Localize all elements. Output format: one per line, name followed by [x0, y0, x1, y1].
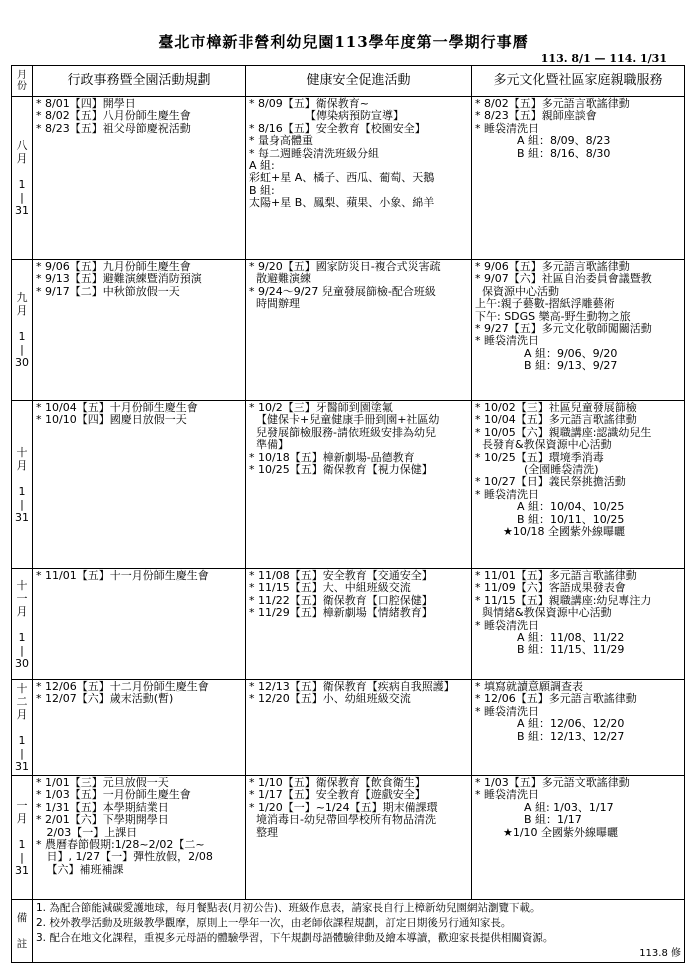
- event-line: * 12/06【五】十二月份師生慶生會: [36, 680, 209, 693]
- event-line: * 12/07【六】歲末活動(暫): [36, 692, 174, 706]
- culture-cell: [472, 401, 685, 569]
- event-line: 下午: SDGS 樂高-野生動物之旅: [475, 309, 631, 323]
- event-line: (全園睡袋清洗): [475, 463, 599, 477]
- event-line: 日】, 1/27【一】彈性放假，2/08: [36, 850, 213, 864]
- event-line: A 組：11/08、11/22: [475, 631, 625, 645]
- event-line: * 1/31【五】本學期結業日: [36, 800, 169, 814]
- event-line: ★10/18 全國紫外線曝曬: [475, 525, 626, 539]
- admin-cell: [33, 401, 246, 569]
- event-line: * 每二週睡袋清洗班級分組: [249, 146, 379, 160]
- event-line: * 填寫就讀意願調查表: [475, 680, 583, 693]
- event-line: 彩虹+星 A、橘子、西瓜、葡萄、天鵝: [249, 171, 435, 185]
- event-line: * 9/20【五】國家防災日-複合式災害疏: [249, 260, 441, 273]
- event-line: * 1/10【五】衛保教育【飲食衛生】: [249, 776, 426, 789]
- calendar-table: [11, 65, 685, 963]
- event-line: A 組:: [249, 159, 275, 173]
- notes-row: [12, 900, 685, 963]
- event-line: * 10/25【五】衛保教育【視力保健】: [249, 463, 433, 477]
- event-line: * 8/23【五】親師座談會: [475, 109, 597, 123]
- event-line: 【健保卡+兒童健康手冊到園+社區幼: [249, 413, 440, 427]
- event-line: A 組：8/09、8/23: [475, 134, 611, 148]
- page-title: 臺北市樟新非營利幼兒園113學年度第一學期行事曆: [158, 33, 529, 51]
- event-line: * 11/01【五】十一月份師生慶生會: [36, 569, 209, 582]
- month-row: [12, 97, 685, 260]
- event-line: * 10/04【五】多元語言歌謠律動: [475, 413, 637, 427]
- event-line: 整理: [249, 825, 278, 839]
- event-line: * 12/20【五】小、幼組班級交流: [249, 692, 411, 706]
- month-label: 九 月 1 | 30: [12, 260, 33, 401]
- event-line: 時間辦理: [249, 297, 300, 311]
- event-line: * 1/03【五】多元語文歌謠律動: [475, 776, 630, 789]
- event-line: * 10/27【日】義民祭挑擔活動: [475, 475, 626, 489]
- culture-cell: [472, 97, 685, 260]
- event-line: * 10/18【五】樟新劇場-品德教育: [249, 450, 415, 464]
- event-line: * 11/01【五】多元語言歌謠律動: [475, 569, 637, 582]
- event-line: * 1/20【一】~1/24【五】期末備課環: [249, 800, 438, 814]
- admin-cell: [33, 776, 246, 900]
- note-item: 2. 校外教學活動及班級教學觀摩，原則上一學年一次，由老師依課程規劃，訂定日期後另行通知家長。: [36, 917, 512, 929]
- event-line: * 10/2【三】牙醫師到園塗氟: [249, 401, 393, 414]
- event-line: * 11/08【五】安全教育【交通安全】: [249, 569, 433, 582]
- event-line: * 10/25【五】環境季消毒: [475, 450, 604, 464]
- event-line: * 睡袋清洗日: [475, 487, 539, 501]
- event-line: * 8/01【四】開學日: [36, 97, 136, 110]
- event-line: * 9/06【五】九月份師生慶生會: [36, 260, 191, 273]
- event-line: 2/03【一】上課日: [36, 825, 138, 839]
- event-line: A 組：12/06、12/20: [475, 717, 625, 731]
- event-line: * 睡袋清洗日: [475, 788, 539, 802]
- month-row: [12, 680, 685, 776]
- event-line: B 組：10/11、10/25: [475, 512, 625, 526]
- health-cell: [246, 776, 472, 900]
- admin-cell: [33, 260, 246, 401]
- event-line: * 9/13【五】避難演練暨消防預演: [36, 272, 202, 286]
- culture-cell: [472, 260, 685, 401]
- event-line: * 1/03【五】一月份師生慶生會: [36, 788, 191, 802]
- month-header: 月 份: [12, 66, 33, 97]
- event-line: 上午:親子藝數-摺紙浮雕藝術: [475, 297, 615, 311]
- event-line: * 11/09【六】客語成果發表會: [475, 581, 626, 595]
- event-line: A 組：9/06、9/20: [475, 346, 618, 360]
- event-line: A 組：10/04、10/25: [475, 500, 625, 514]
- event-line: 【傳染病預防宣導】: [249, 109, 404, 123]
- event-line: B 組：11/15、11/29: [475, 643, 625, 657]
- event-line: B 組：9/13、9/27: [475, 359, 618, 373]
- admin-header: 行政事務暨全園活動規劃: [33, 66, 246, 97]
- event-line: * 10/02【三】社區兒童發展篩檢: [475, 401, 637, 414]
- month-label: 八 月 1 | 31: [12, 97, 33, 260]
- event-line: * 1/17【五】安全教育【遊戲安全】: [249, 788, 426, 802]
- admin-cell: [33, 569, 246, 680]
- event-line: * 9/27【五】多元文化敬師闖關活動: [475, 322, 652, 336]
- month-label: 十 月 1 | 31: [12, 401, 33, 569]
- month-label: 一 月 1 | 31: [12, 776, 33, 900]
- event-line: * 11/22【五】衛保教育【口腔保健】: [249, 593, 433, 607]
- event-line: * 9/24～9/27 兒童發展篩檢-配合班級: [249, 284, 436, 298]
- event-line: * 睡袋清洗日: [475, 704, 539, 718]
- month-label: 十 二 月 1 | 31: [12, 680, 33, 776]
- event-line: 兒發展篩檢服務-請依班級安排為幼兒: [249, 425, 436, 439]
- event-line: * 10/05【六】親職講座:認識幼兒生: [475, 425, 652, 439]
- event-line: * 8/02【五】八月份師生慶生會: [36, 109, 191, 123]
- health-cell: [246, 680, 472, 776]
- event-line: A 組: 1/03、1/17: [475, 800, 614, 814]
- event-line: * 8/16【五】安全教育【校園安全】: [249, 121, 426, 135]
- event-line: * 11/15【五】親職講座:幼兒專注力: [475, 593, 652, 607]
- event-line: 與情緒&教保資源中心活動: [475, 606, 612, 620]
- culture-header: 多元文化暨社區家庭親職服務: [472, 66, 685, 97]
- event-line: 境消毒日-幼兒帶回學校所有物品清洗: [249, 813, 436, 827]
- event-line: * 8/02【五】多元語言歌謠律動: [475, 97, 630, 110]
- note-item: 3. 配合在地文化課程，重視多元母語的體驗學習，下午規劃母語體驗律動及繪本導讀，歡迎家長提供相關資源。: [36, 932, 554, 944]
- event-line: * 9/07【六】社區自治委員會議暨教: [475, 272, 652, 286]
- header-row: [12, 66, 685, 97]
- month-row: [12, 260, 685, 401]
- event-line: 長發育&教保資源中心活動: [475, 438, 612, 452]
- event-line: * 睡袋清洗日: [475, 618, 539, 632]
- event-line: 準備】: [249, 438, 289, 452]
- event-line: * 8/09【五】衛保教育~: [249, 97, 369, 110]
- event-line: * 9/06【五】多元語言歌謠律動: [475, 260, 630, 273]
- note-item: 1. 為配合節能減碳愛護地球，每月餐點表(月初公告)、班級作息表，請家長自行上樟新幼兒園網站瀏覽下載。: [36, 902, 541, 914]
- revision-note: 113.8 修: [639, 948, 681, 959]
- health-cell: [246, 401, 472, 569]
- culture-cell: [472, 680, 685, 776]
- event-line: ★1/10 全國紫外線曝曬: [475, 825, 619, 839]
- event-line: * 9/17【二】中秋節放假一天: [36, 284, 180, 298]
- event-line: * 1/01【三】元旦放假一天: [36, 776, 169, 789]
- event-line: * 11/29【五】樟新劇場【情緒教育】: [249, 606, 433, 620]
- event-line: * 2/01【六】下學期開學日: [36, 813, 169, 827]
- event-line: B 組：1/17: [475, 813, 582, 827]
- event-line: * 10/10【四】國慶日放假一天: [36, 413, 187, 427]
- health-cell: [246, 97, 472, 260]
- culture-cell: [472, 569, 685, 680]
- month-row: [12, 569, 685, 680]
- event-line: * 睡袋清洗日: [475, 121, 539, 135]
- health-header: 健康安全促進活動: [246, 66, 472, 97]
- admin-cell: [33, 680, 246, 776]
- event-line: 太陽+星 B、鳳梨、蘋果、小象、綿羊: [249, 196, 435, 210]
- event-line: B 組:: [249, 183, 275, 197]
- notes-label: 備 註: [12, 900, 33, 963]
- culture-cell: [472, 776, 685, 900]
- event-line: * 量身高體重: [249, 134, 313, 148]
- event-line: * 12/13【五】衛保教育【疾病自我照護】: [249, 680, 455, 693]
- admin-cell: [33, 97, 246, 260]
- event-line: 【六】補班補課: [36, 862, 124, 876]
- event-line: * 12/06【五】多元語言歌謠律動: [475, 692, 637, 706]
- event-line: B 組：12/13、12/27: [475, 729, 625, 743]
- month-row: [12, 776, 685, 900]
- event-line: 保資源中心活動: [475, 284, 559, 298]
- event-line: 散避難演練: [249, 272, 311, 286]
- event-line: B 組：8/16、8/30: [475, 146, 611, 160]
- health-cell: [246, 569, 472, 680]
- event-line: * 11/15【五】大、中組班級交流: [249, 581, 411, 595]
- health-cell: [246, 260, 472, 401]
- event-line: * 10/04【五】十月份師生慶生會: [36, 401, 198, 414]
- notes-content: [33, 900, 685, 963]
- event-line: * 農曆春節假期:1/28~2/02【二~: [36, 838, 205, 852]
- event-line: * 8/23【五】祖父母節慶祝活動: [36, 121, 191, 135]
- month-label: 十 一 月 1 | 30: [12, 569, 33, 680]
- event-line: * 睡袋清洗日: [475, 334, 539, 348]
- month-row: [12, 401, 685, 569]
- calendar-period: 113. 8/1 — 114. 1/31: [540, 52, 667, 65]
